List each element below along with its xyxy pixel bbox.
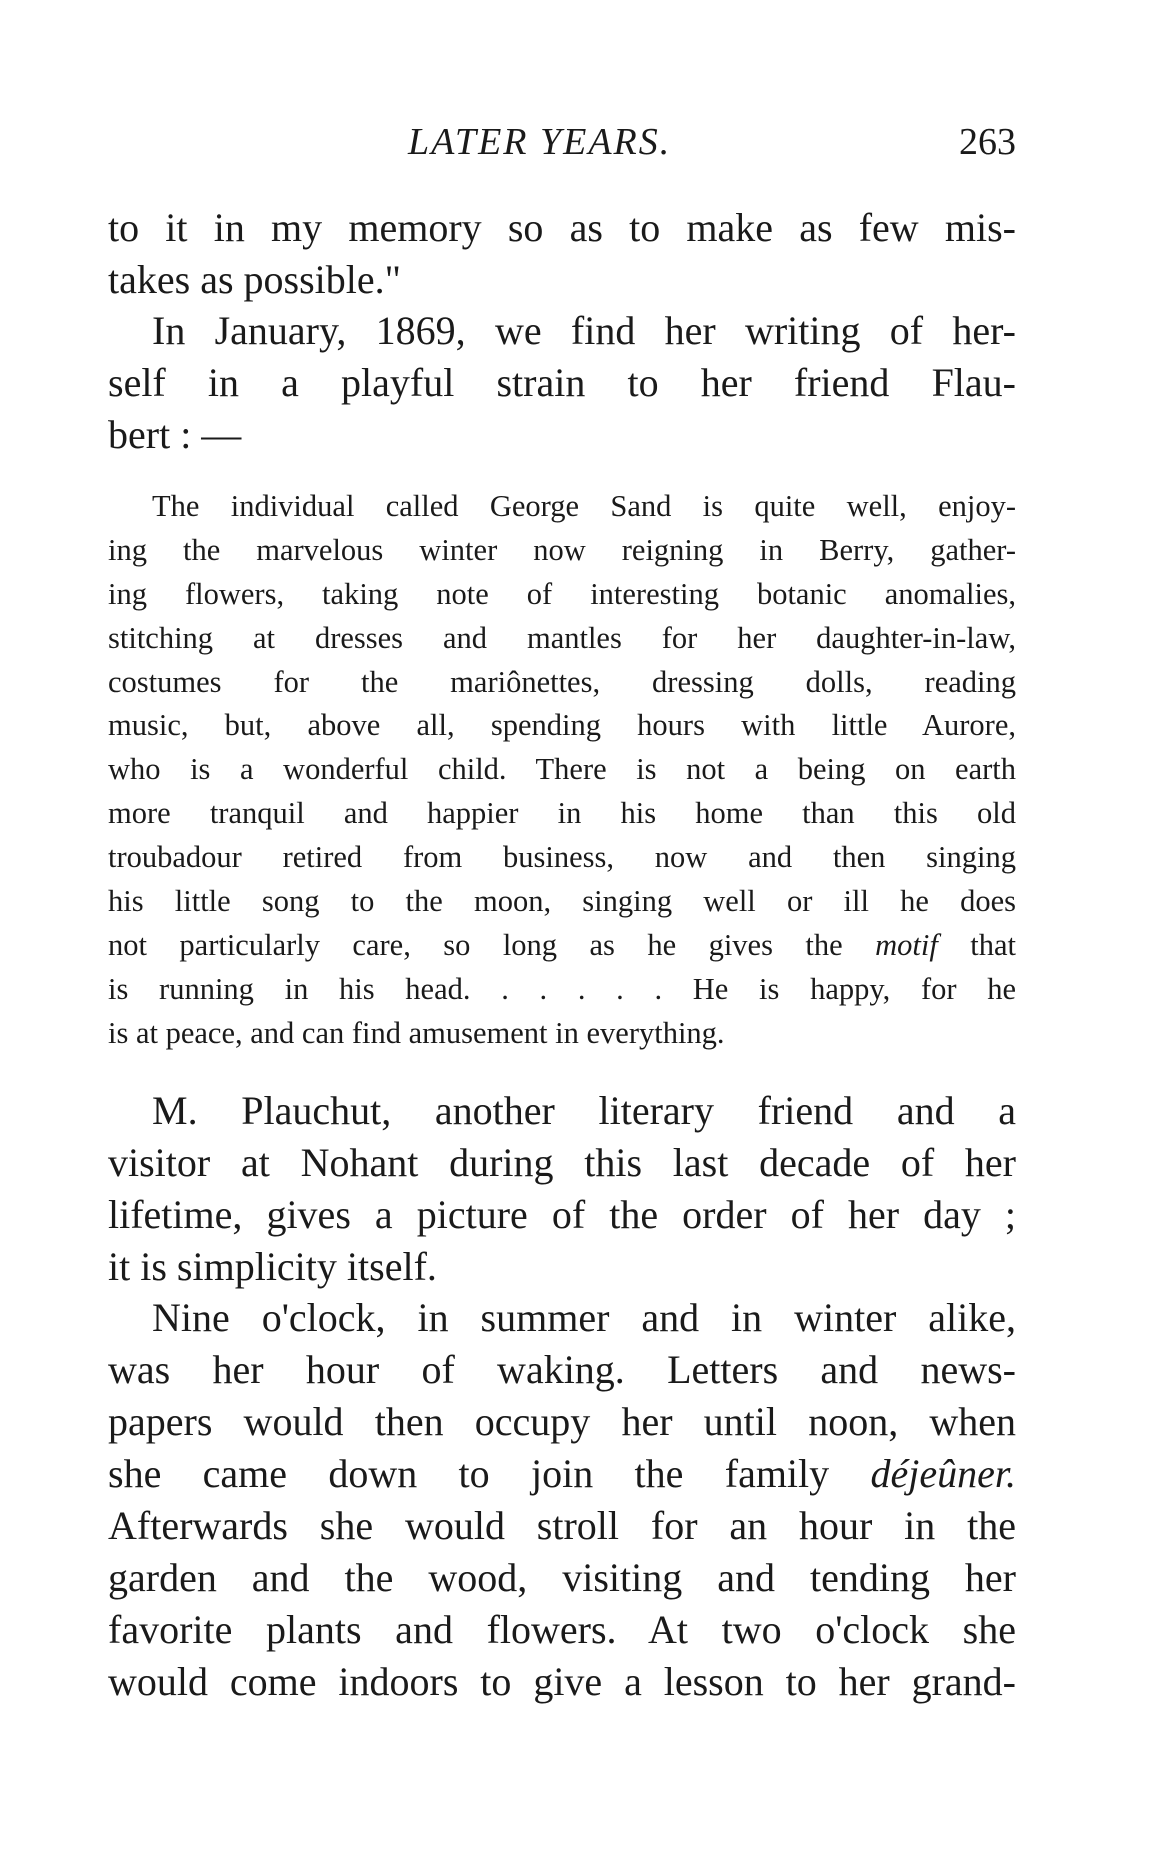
quote-line: ing flowers, taking note of interesting botanic anomalies, [108, 576, 1016, 611]
paragraph-1 [108, 202, 1016, 306]
quote-line: more tranquil and happier in his home than this old [108, 796, 1016, 831]
paragraph-3 [108, 1085, 1016, 1293]
quote-line: stitching at dresses and mantles for her daughter-in-law, [108, 620, 1016, 655]
text-line: bert : — [108, 412, 242, 457]
emphasis-dejeuner: déjeûner. [870, 1451, 1017, 1496]
quote-line-end: that [970, 927, 1017, 962]
paragraph-2 [108, 305, 1016, 461]
text-line: self in a playful strain to her friend Flau- [108, 360, 1016, 405]
running-title: LATER YEARS. [408, 121, 672, 163]
quote-line: his little song to the moon, singing well or ill he does [108, 884, 1016, 919]
text-line: favorite plants and flowers. At two o'clock she [108, 1607, 1016, 1652]
quote-line-start: not particularly care, so long as he gives the [108, 927, 843, 962]
text-line: M. Plauchut, another literary friend and a [152, 1088, 1016, 1133]
quote-line: The individual called George Sand is quite well, enjoy- [152, 489, 1016, 523]
text-line: lifetime, gives a picture of the order of her day ; [108, 1192, 1016, 1237]
emphasis-motif: motif [875, 927, 938, 962]
quote-line: ing the marvelous winter now reigning in Berry, gather- [108, 532, 1016, 567]
text-line: visitor at Nohant during this last decade of her [108, 1140, 1016, 1185]
quote-line: music, but, above all, spending hours with little Aurore, [108, 708, 1016, 743]
text-line: garden and the wood, visiting and tending her [108, 1555, 1016, 1600]
text-line: it is simplicity itself. [108, 1244, 437, 1289]
page-number: 263 [959, 121, 1016, 163]
text-line: papers would then occupy her until noon, when [108, 1399, 1016, 1444]
text-line: was her hour of waking. Letters and news- [108, 1347, 1016, 1392]
quote-line: troubadour retired from business, now and then singing [108, 840, 1016, 875]
quote-line: is at peace, and can find amusement in everything. [108, 1015, 725, 1050]
text-line: Afterwards she would stroll for an hour in the [108, 1503, 1016, 1548]
text-line: Nine o'clock, in summer and in winter alike, [152, 1295, 1016, 1340]
text-line: to it in my memory so as to make as few mis- [108, 205, 1016, 250]
quote-line: who is a wonderful child. There is not a being on earth [108, 752, 1016, 787]
text-line: In January, 1869, we find her writing of her- [152, 308, 1016, 353]
text-line: would come indoors to give a lesson to her grand- [108, 1659, 1016, 1704]
block-quote [108, 485, 1016, 1056]
quote-line: is running in his head. . . . . . He is happy, for he [108, 971, 1016, 1006]
text-line [108, 1448, 1016, 1500]
quote-line [108, 924, 1016, 968]
paragraph-4 [108, 1292, 1016, 1708]
page-header [108, 120, 1016, 170]
text-line-start: she came down to join the family [108, 1451, 830, 1496]
text-line: takes as possible." [108, 257, 401, 302]
quote-line: costumes for the mariônettes, dressing dolls, reading [108, 664, 1016, 699]
